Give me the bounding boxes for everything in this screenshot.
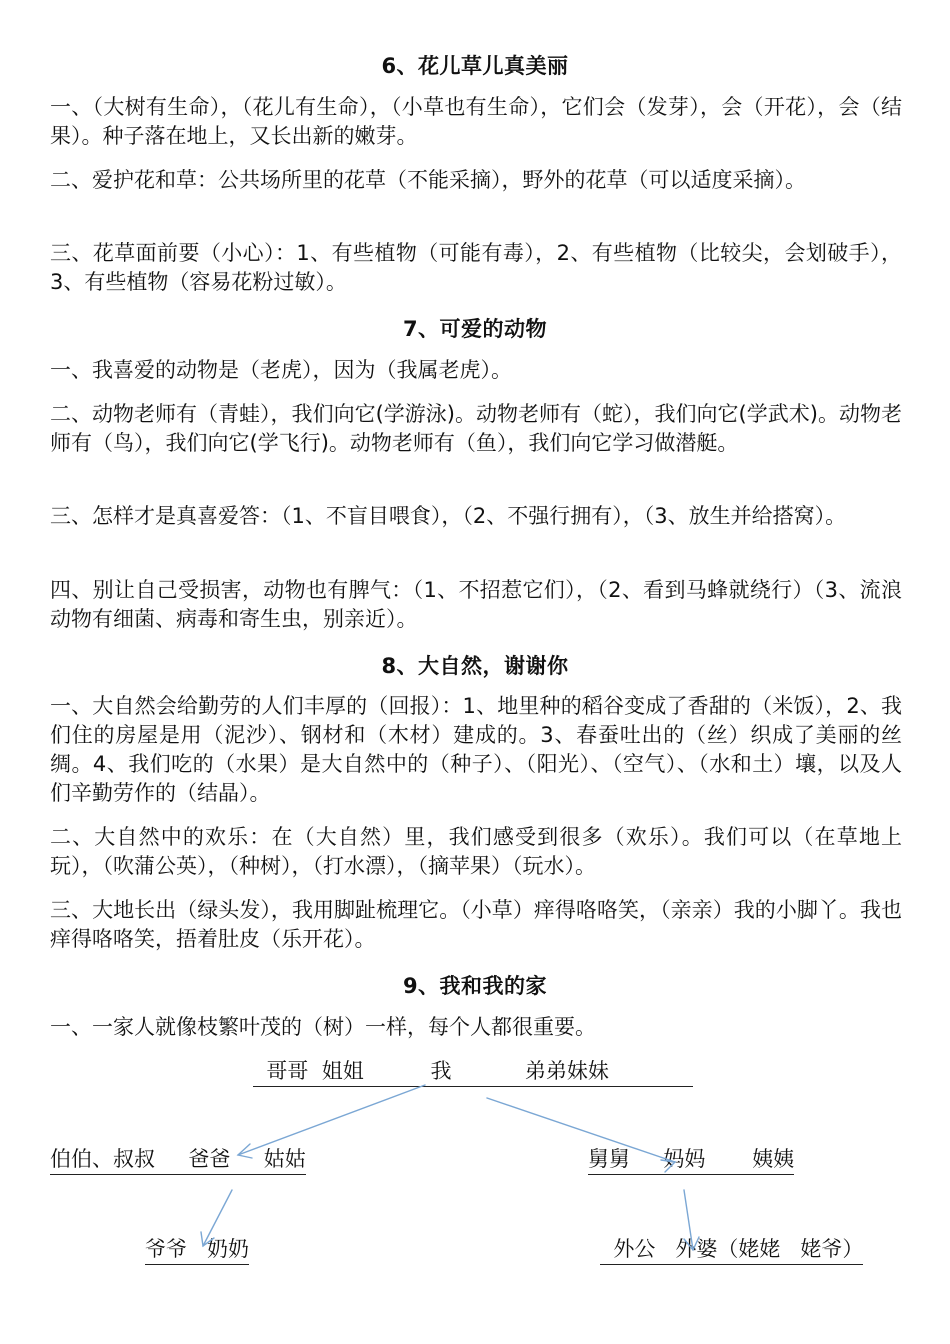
- arrow-me-to-mom: [487, 1098, 675, 1162]
- father-side-row: 伯伯、叔叔 爸爸 姑姑: [50, 1145, 306, 1175]
- section-7-para-3: 三、怎样才是真喜爱答：（1、不盲目喂食），（2、不强行拥有），（3、放生并给搭窝）。: [50, 504, 847, 528]
- maternal-grandparents-row: 外公 外婆（姥姥 姥爷）: [600, 1235, 863, 1265]
- section-6-para-2: 二、爱护花和草：公共场所里的花草（不能采摘），野外的花草（可以适度采摘）。: [50, 168, 806, 192]
- section-9-title: 9、我和我的家: [402, 974, 548, 998]
- section-7-para-1: 一、我喜爱的动物是（老虎），因为（我属老虎）。: [50, 358, 512, 382]
- siblings-row: 哥哥 姐姐 我 弟弟妹妹: [253, 1057, 693, 1087]
- section-7-para-2: 二、动物老师有（青蛙），我们向它(学游泳)。动物老师有（蛇），我们向它(学武术)。动物老师有（鸟），我们向它(学飞行)。动物老师有（鱼），我们向它学习做潜艇。: [50, 402, 902, 455]
- section-8-title: 8、大自然，谢谢你: [381, 654, 569, 678]
- section-6-title: 6、花儿草儿真美丽: [381, 54, 569, 78]
- section-6-para-3: 三、花草面前要（小心）：1、有些植物（可能有毒），2、有些植物（比较尖，会划破手），3、有些植物（容易花粉过敏）。: [50, 241, 902, 294]
- section-8-para-2: 二、大自然中的欢乐：在（大自然）里，我们感受到很多（欢乐）。我们可以（在草地上玩），（吹蒲公英），（种树），（打水漂），（摘苹果）（玩水）。: [50, 825, 902, 878]
- paternal-grandparents-row: 爷爷 奶奶: [145, 1235, 249, 1265]
- mother-side-row: 舅舅 妈妈 姨姨: [588, 1145, 794, 1175]
- arrow-head-mom: [661, 1160, 675, 1172]
- section-7-title: 7、可爱的动物: [402, 317, 548, 341]
- arrow-head-paternal: [201, 1232, 214, 1246]
- section-8-para-1: 一、大自然会给勤劳的人们丰厚的（回报）：1、地里种的稻谷变成了香甜的（米饭），2、我们住的房屋是用（泥沙）、钢材和（木材）建成的。3、春蚕吐出的（丝）织成了美丽的丝绸。4、我们吃的（水果）是大自然中的（种子）、（阳光）、（空气）、（水和土）壤，以及人们辛勤劳作的（结晶）。: [50, 694, 902, 805]
- section-6-para-1: 一、（大树有生命），（花儿有生命），（小草也有生命），它们会（发芽），会（开花），会（结果）。种子落在地上，又长出新的嫩芽。: [50, 95, 902, 148]
- section-8-para-3: 三、大地长出（绿头发），我用脚趾梳理它。（小草）痒得咯咯笑，（亲亲）我的小脚丫。我也痒得咯咯笑，捂着肚皮（乐开花）。: [50, 898, 902, 951]
- arrow-me-to-dad: [238, 1085, 425, 1155]
- section-7-para-4: 四、别让自己受损害，动物也有脾气：（1、不招惹它们），（2、看到马蜂就绕行）（3、流浪动物有细菌、病毒和寄生虫，别亲近）。: [50, 578, 902, 631]
- arrow-dad-to-grandparents: [203, 1190, 232, 1246]
- section-9-para-1: 一、一家人就像枝繁叶茂的（树）一样，每个人都很重要。: [50, 1015, 596, 1039]
